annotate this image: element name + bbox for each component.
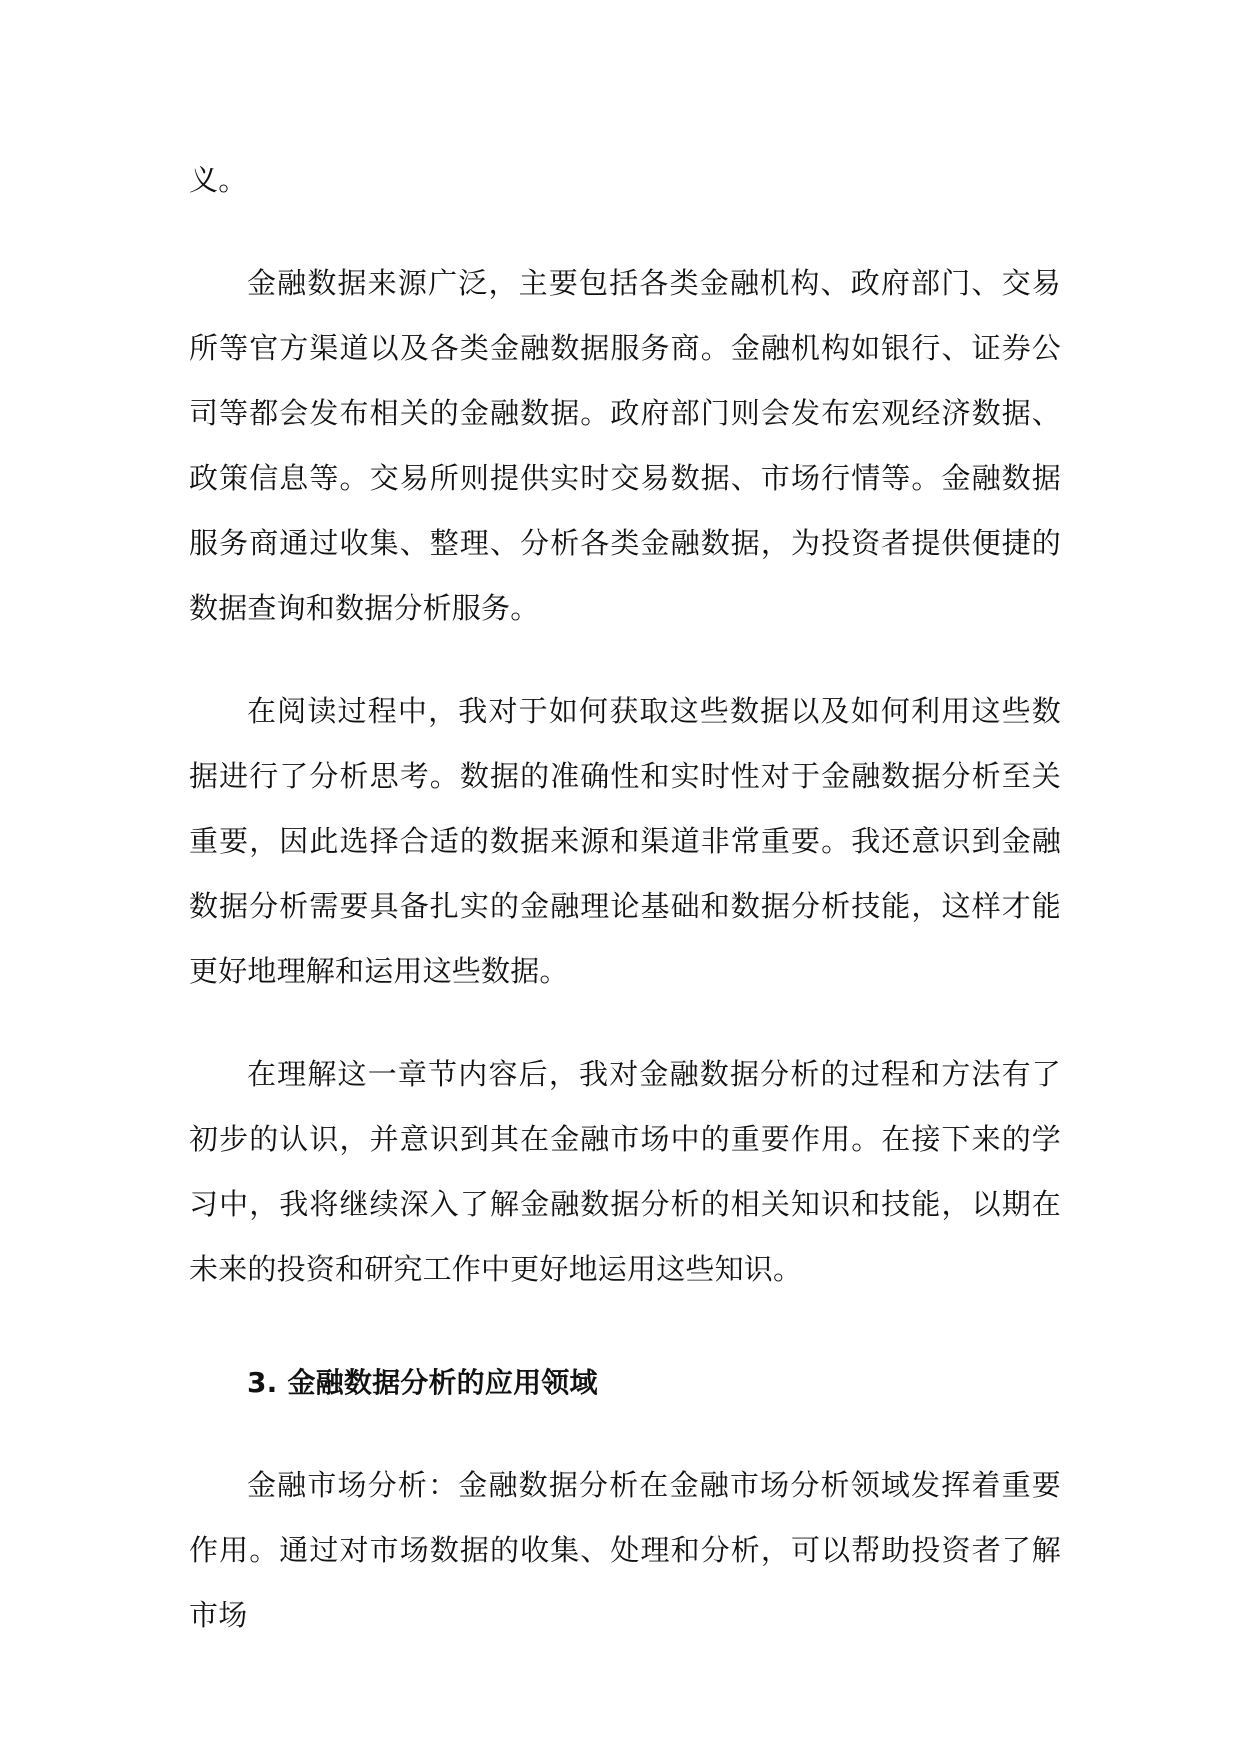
paragraph-chapter-summary: 在理解这一章节内容后，我对金融数据分析的过程和方法有了初步的认识，并意识到其在金融市场中的重要作用。在接下来的学习中，我将继续深入了解金融数据分析的相关知识和技能，以期在未来的投资和研究工作中更好地运用这些知识。 [189,1057,1061,1286]
paragraph-data-sources: 金融数据来源广泛，主要包括各类金融机构、政府部门、交易所等官方渠道以及各类金融数据服务商。金融机构如银行、证券公司等都会发布相关的金融数据。政府部门则会发布宏观经济数据、政策信息等。交易所则提供实时交易数据、市场行情等。金融数据服务商通过收集、整理、分析各类金融数据，为投资者提供便捷的数据查询和数据分析服务。 [189,266,1061,625]
document-page [189,148,1061,1686]
paragraph-reading-reflection: 在阅读过程中，我对于如何获取这些数据以及如何利用这些数据进行了分析思考。数据的准确性和实时性对于金融数据分析至关重要，因此选择合适的数据来源和渠道非常重要。我还意识到金融数据分析需要具备扎实的金融理论基础和数据分析技能，这样才能更好地理解和运用这些数据。 [189,694,1061,988]
section-heading: 3. 金融数据分析的应用领域 [247,1366,598,1399]
paragraph-market-analysis: 金融市场分析：金融数据分析在金融市场分析领域发挥着重要作用。通过对市场数据的收集、处理和分析，可以帮助投资者了解市场 [189,1468,1061,1632]
continued-paragraph: 义。 [189,163,248,197]
